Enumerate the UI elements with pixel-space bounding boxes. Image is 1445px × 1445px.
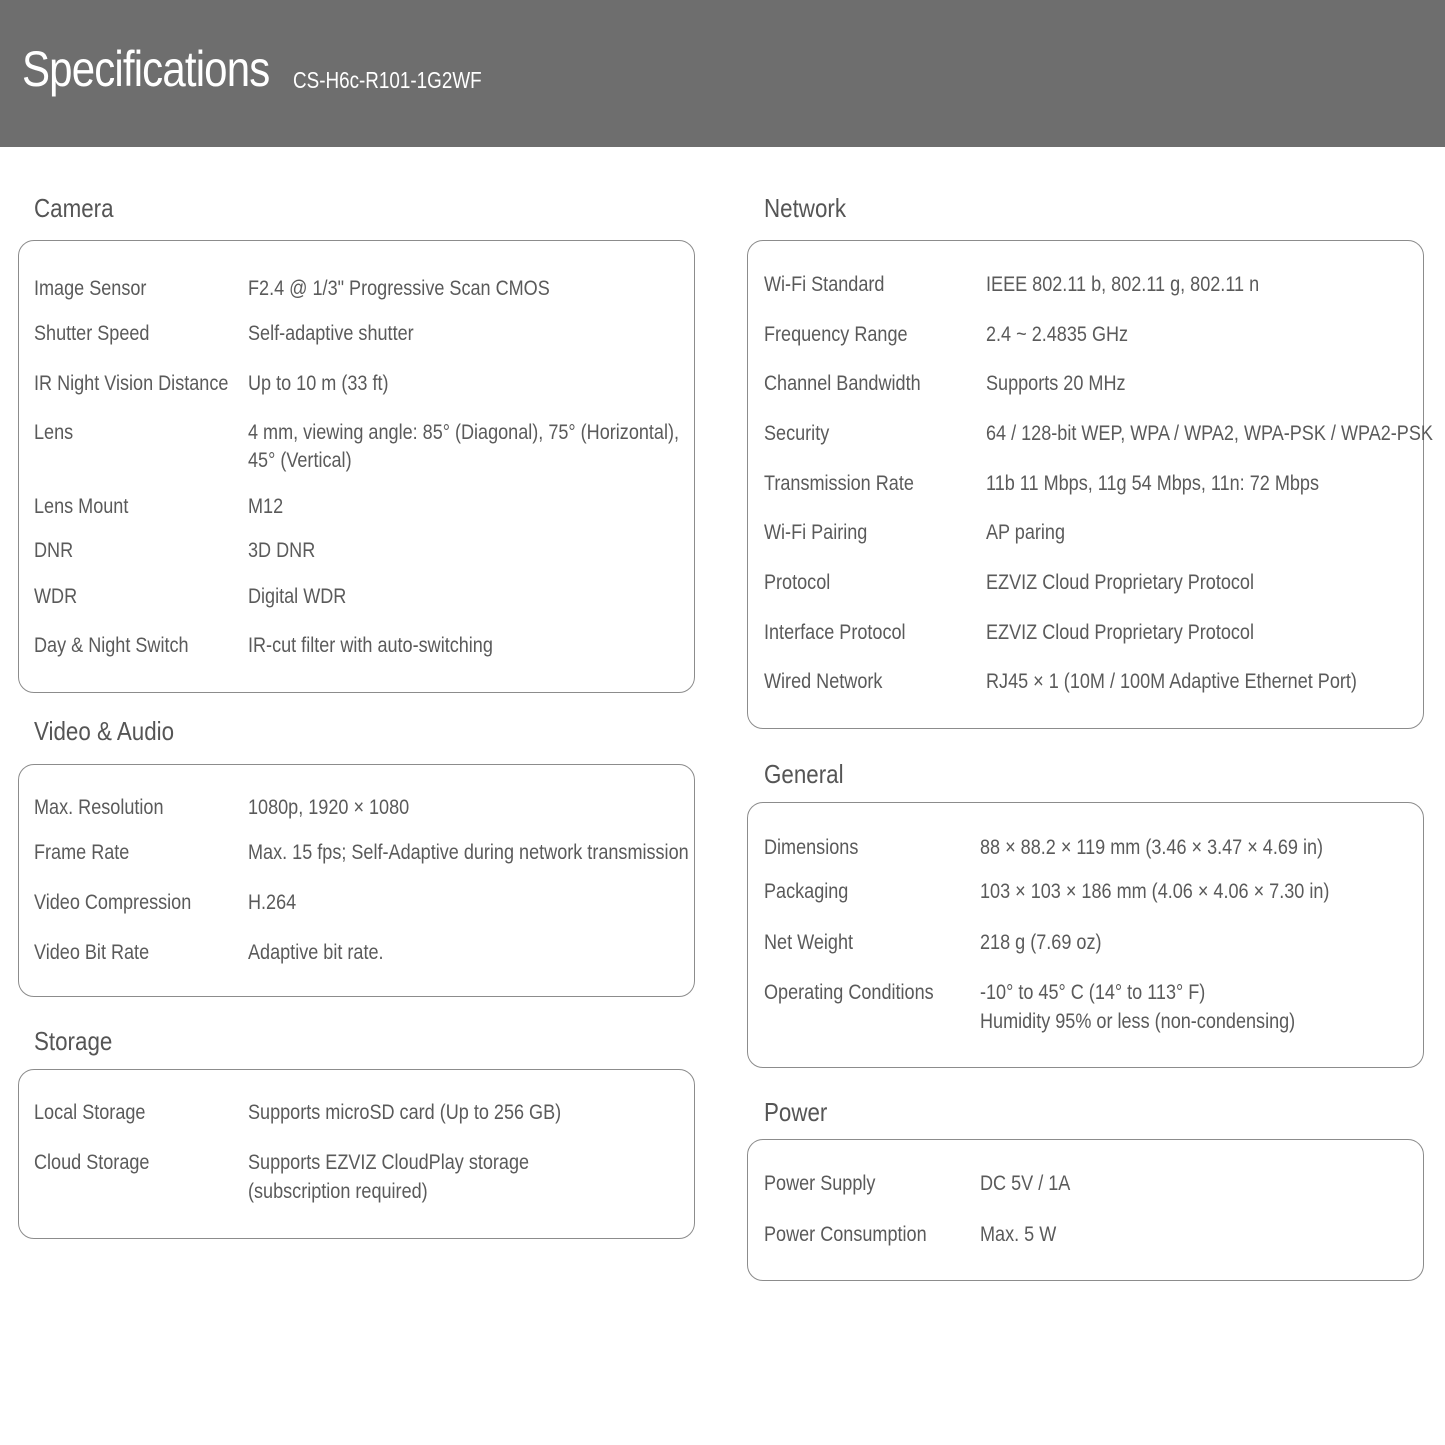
spec-label: Local Storage [34, 1101, 146, 1124]
spec-label: Power Consumption [764, 1223, 927, 1246]
spec-value: 2.4 ~ 2.4835 GHz [986, 323, 1129, 346]
spec-value: IEEE 802.11 b, 802.11 g, 802.11 n [986, 273, 1260, 296]
spec-label: Lens [34, 421, 74, 444]
spec-label: Transmission Rate [764, 472, 914, 495]
spec-value: H.264 [248, 891, 297, 914]
spec-value: 88 × 88.2 × 119 mm (3.46 × 3.47 × 4.69 in) [980, 836, 1324, 859]
spec-value: Supports 20 MHz [986, 372, 1126, 395]
spec-label: Net Weight [764, 931, 854, 954]
spec-value-line2: (subscription required) [248, 1180, 428, 1203]
spec-label: Packaging [764, 880, 849, 903]
spec-label: Wi-Fi Pairing [764, 521, 868, 544]
spec-label: Channel Bandwidth [764, 372, 921, 395]
spec-label: Image Sensor [34, 277, 147, 300]
spec-value: 1080p, 1920 × 1080 [248, 796, 410, 819]
spec-value: DC 5V / 1A [980, 1172, 1071, 1195]
general-section-title: General [764, 759, 844, 789]
spec-label: Dimensions [764, 836, 859, 859]
spec-value: 11b 11 Mbps, 11g 54 Mbps, 11n: 72 Mbps [986, 472, 1319, 495]
spec-label: IR Night Vision Distance [34, 372, 229, 395]
spec-value: 64 / 128-bit WEP, WPA / WPA2, WPA-PSK / WPA2-PSK [986, 422, 1433, 445]
spec-value: -10° to 45° C (14° to 113° F) [980, 981, 1206, 1004]
spec-value: EZVIZ Cloud Proprietary Protocol [986, 571, 1254, 594]
header-bar [0, 0, 1445, 147]
spec-value: IR-cut filter with auto-switching [248, 634, 493, 657]
spec-value: Self-adaptive shutter [248, 322, 414, 345]
spec-value-line2: 45° (Vertical) [248, 449, 352, 472]
spec-label: Power Supply [764, 1172, 876, 1195]
storage-section-title: Storage [34, 1026, 113, 1056]
spec-label: Day & Night Switch [34, 634, 189, 657]
spec-label: DNR [34, 539, 74, 562]
camera-section-title: Camera [34, 193, 114, 223]
spec-value: EZVIZ Cloud Proprietary Protocol [986, 621, 1254, 644]
spec-label: Video Compression [34, 891, 192, 914]
spec-value: Supports EZVIZ CloudPlay storage [248, 1151, 530, 1174]
spec-value: F2.4 @ 1/3" Progressive Scan CMOS [248, 277, 550, 300]
spec-label: Interface Protocol [764, 621, 906, 644]
spec-value: 3D DNR [248, 539, 316, 562]
spec-value: Max. 5 W [980, 1223, 1057, 1246]
spec-value: Max. 15 fps; Self-Adaptive during network transmission [248, 841, 689, 864]
spec-label: Protocol [764, 571, 831, 594]
spec-value-line2: Humidity 95% or less (non-condensing) [980, 1010, 1296, 1033]
spec-value: 4 mm, viewing angle: 85° (Diagonal), 75° (Horizontal), [248, 421, 680, 444]
spec-label: Frequency Range [764, 323, 908, 346]
spec-label: Lens Mount [34, 495, 129, 518]
spec-label: Security [764, 422, 830, 445]
spec-value: RJ45 × 1 (10M / 100M Adaptive Ethernet Port) [986, 670, 1357, 693]
spec-label: Wired Network [764, 670, 883, 693]
spec-label: WDR [34, 585, 78, 608]
spec-value: Adaptive bit rate. [248, 941, 384, 964]
spec-value: AP paring [986, 521, 1065, 544]
video-audio-section-title: Video & Audio [34, 716, 175, 746]
power-section-title: Power [764, 1097, 828, 1127]
spec-value: M12 [248, 495, 284, 518]
model-number: CS-H6c-R101-1G2WF [293, 67, 482, 93]
spec-value: 103 × 103 × 186 mm (4.06 × 4.06 × 7.30 in) [980, 880, 1330, 903]
page-title: Specifications [22, 41, 270, 97]
camera-spec-box [18, 240, 695, 693]
spec-label: Frame Rate [34, 841, 130, 864]
spec-label: Wi-Fi Standard [764, 273, 885, 296]
network-section-title: Network [764, 193, 847, 223]
spec-value: Up to 10 m (33 ft) [248, 372, 389, 395]
spec-value: Supports microSD card (Up to 256 GB) [248, 1101, 562, 1124]
spec-label: Cloud Storage [34, 1151, 150, 1174]
spec-label: Max. Resolution [34, 796, 164, 819]
spec-label: Shutter Speed [34, 322, 150, 345]
power-spec-box [747, 1139, 1424, 1281]
spec-value: Digital WDR [248, 585, 347, 608]
spec-value: 218 g (7.69 oz) [980, 931, 1102, 954]
spec-label: Operating Conditions [764, 981, 934, 1004]
spec-label: Video Bit Rate [34, 941, 150, 964]
